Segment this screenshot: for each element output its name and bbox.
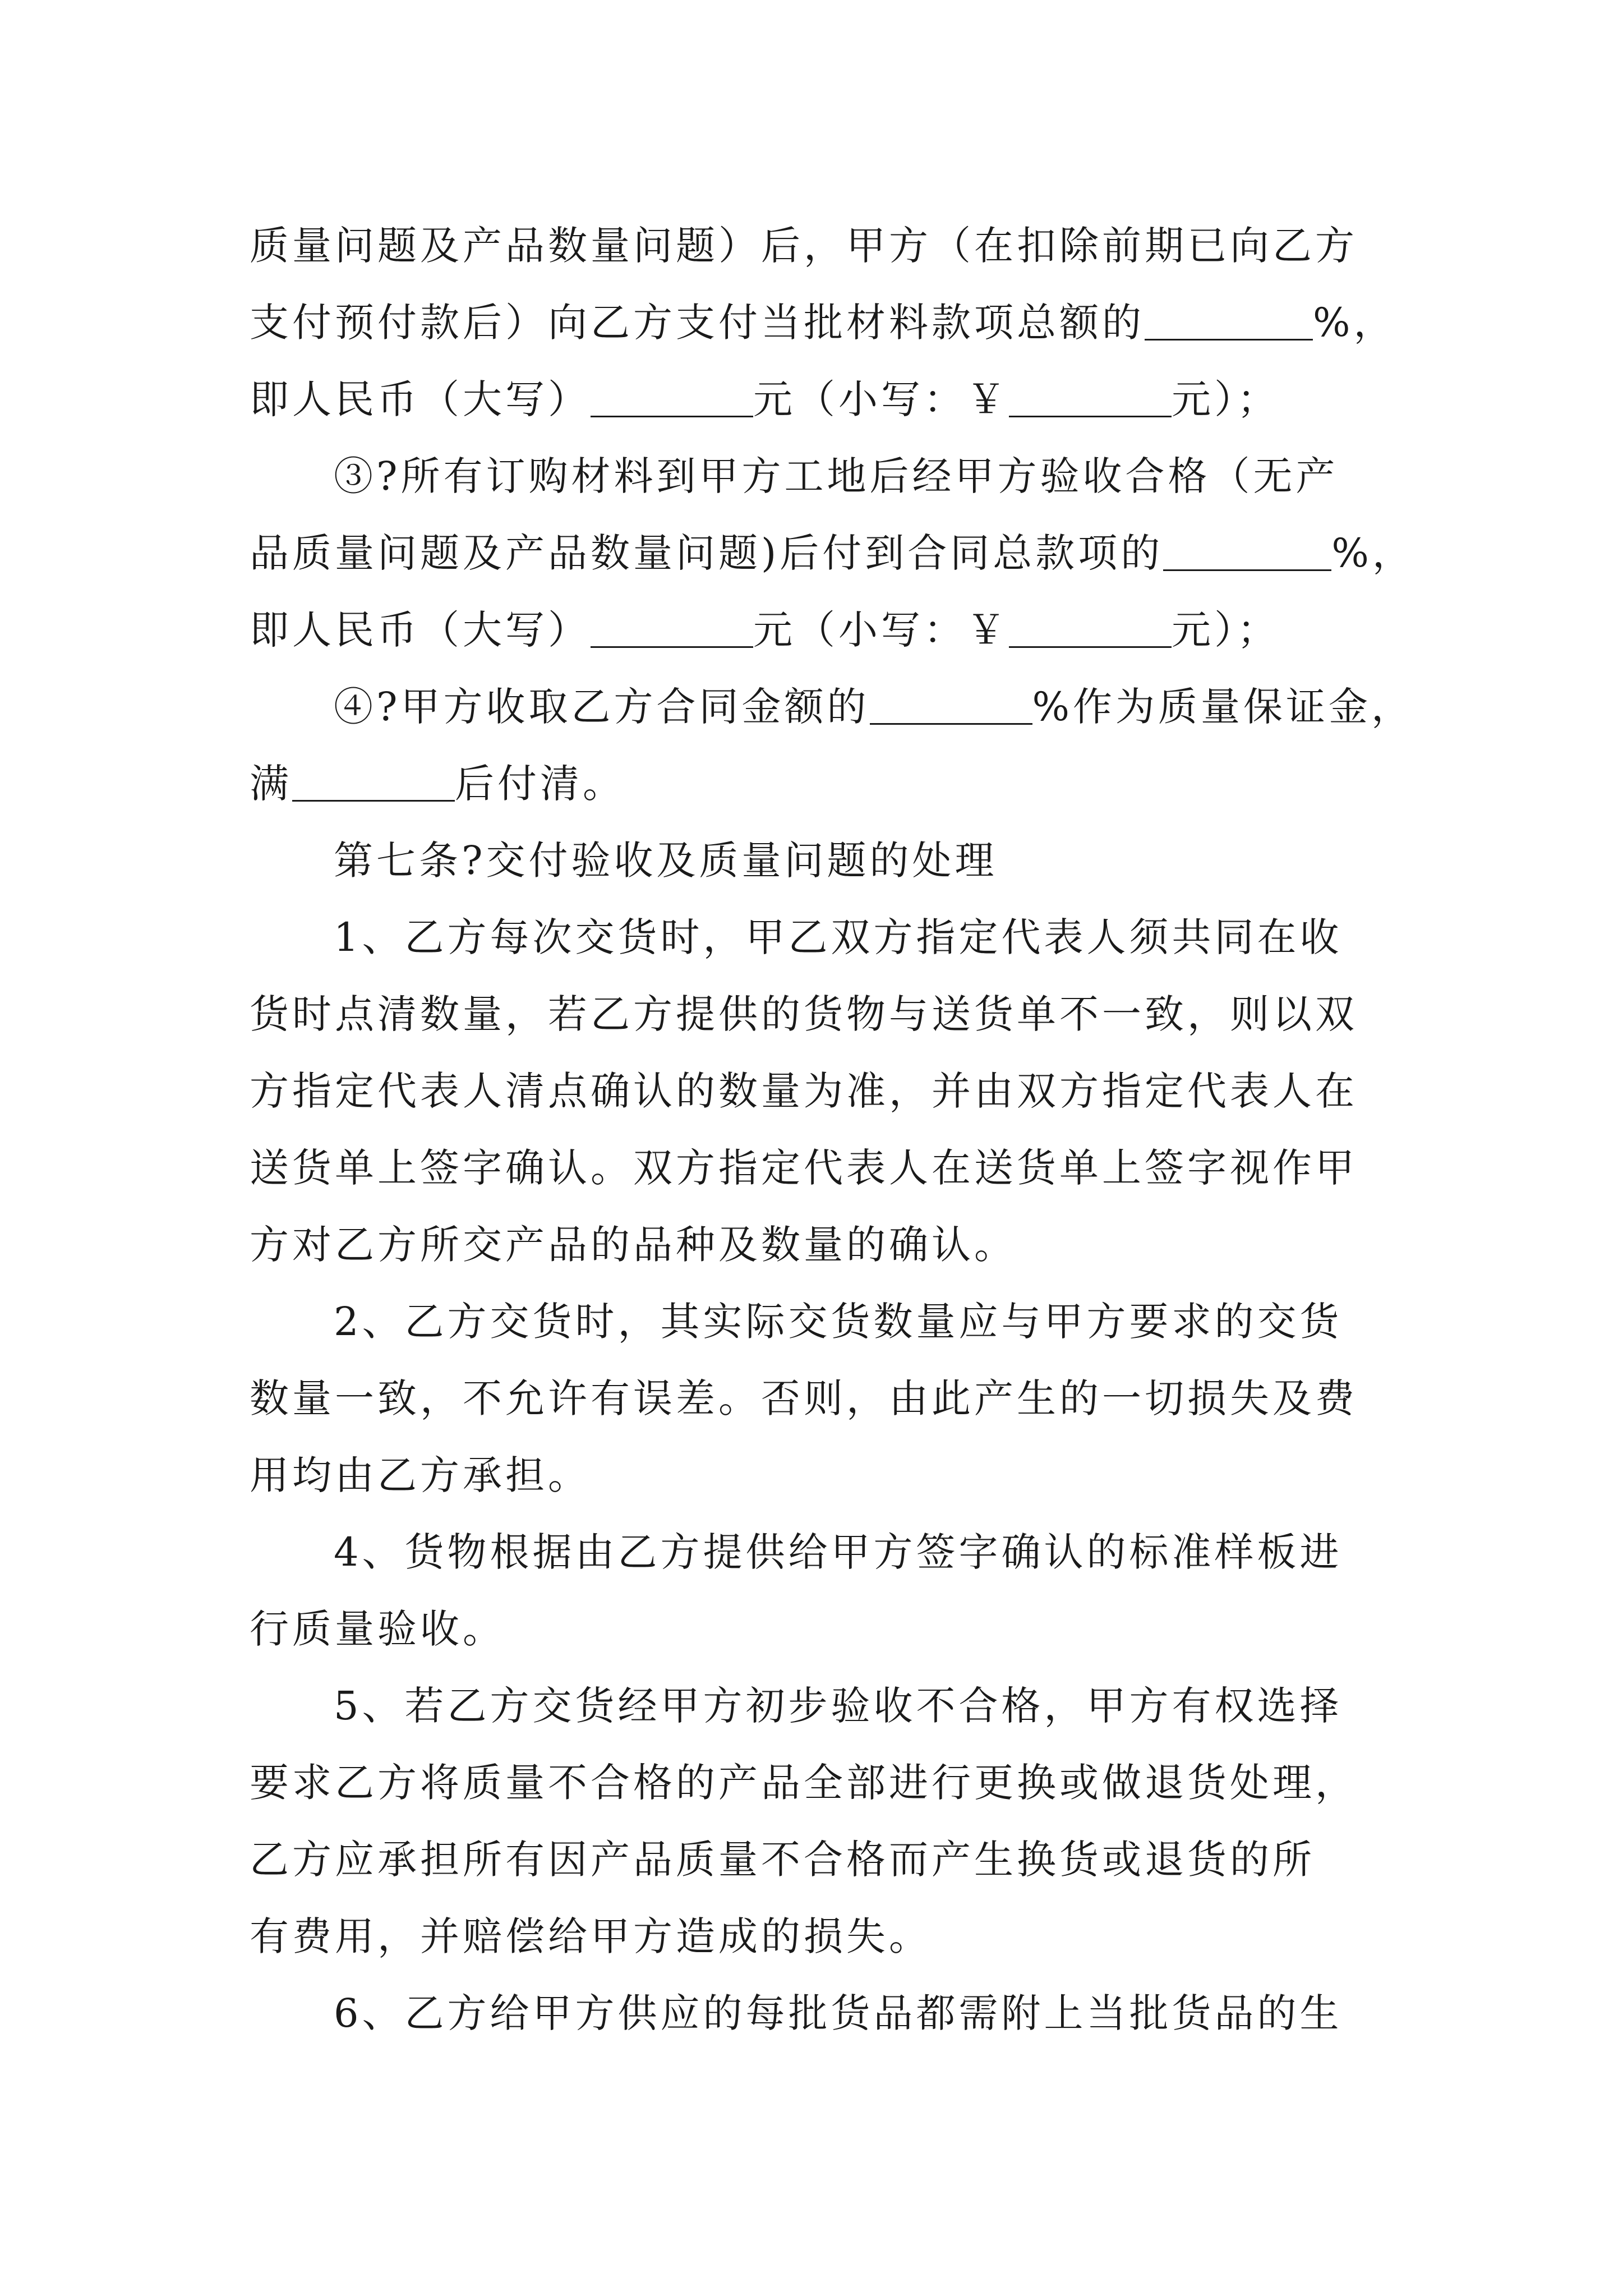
text-line xyxy=(250,1130,1394,1207)
text-segment: 要求乙方将质量不合格的产品全部进行更换或做退货处理， xyxy=(250,1760,1358,1806)
text-line xyxy=(250,438,1394,515)
fill-in-blank xyxy=(870,684,1032,725)
fill-in-blank xyxy=(1145,300,1313,341)
text-segment: 元（小写：￥ xyxy=(753,376,1009,422)
text-line xyxy=(250,899,1394,976)
text-segment: 乙方应承担所有因产品质量不合格而产生换货或退货的所 xyxy=(250,1837,1315,1883)
text-segment: 1、乙方每次交货时，甲乙双方指定代表人须共同在收 xyxy=(334,914,1343,960)
text-line xyxy=(250,284,1394,361)
text-segment: %， xyxy=(1331,530,1415,576)
text-segment: 送货单上签字确认。双方指定代表人在送货单上签字视作甲 xyxy=(250,1145,1358,1191)
fill-in-blank xyxy=(591,376,753,417)
text-segment: 货时点清数量，若乙方提供的货物与送货单不一致，则以双 xyxy=(250,991,1358,1037)
text-segment: 元）； xyxy=(1172,607,1280,653)
text-line xyxy=(250,1514,1394,1591)
text-line xyxy=(250,1207,1394,1283)
text-segment: 元（小写：￥ xyxy=(753,607,1009,653)
text-segment: %， xyxy=(1313,300,1396,346)
fill-in-blank xyxy=(591,607,753,648)
text-line xyxy=(250,1668,1394,1745)
text-segment: 支付预付款后）向乙方支付当批材料款项总额的 xyxy=(250,300,1145,346)
text-segment: 6、乙方给甲方供应的每批货品都需附上当批货品的生 xyxy=(334,1990,1343,2036)
text-segment: 即人民币（大写） xyxy=(250,607,591,653)
text-line xyxy=(250,515,1415,592)
text-segment: ④?甲方收取乙方合同金额的 xyxy=(334,684,870,730)
text-line xyxy=(250,1360,1394,1437)
text-segment: 有费用，并赔偿给甲方造成的损失。 xyxy=(250,1913,932,1959)
text-line xyxy=(250,1053,1394,1130)
section-heading xyxy=(250,822,1394,899)
text-segment: 5、若乙方交货经甲方初步验收不合格，甲方有权选择 xyxy=(334,1683,1343,1729)
text-line xyxy=(250,1437,1394,1514)
text-segment: 用均由乙方承担。 xyxy=(250,1452,591,1498)
text-segment: 满 xyxy=(250,761,292,807)
text-line xyxy=(250,1821,1394,1898)
text-line xyxy=(250,976,1394,1053)
text-line xyxy=(250,592,1394,669)
text-line xyxy=(250,669,1414,746)
fill-in-blank xyxy=(1009,607,1172,648)
fill-in-blank xyxy=(1009,376,1172,417)
text-segment: 2、乙方交货时，其实际交货数量应与甲方要求的交货 xyxy=(334,1299,1343,1345)
text-line xyxy=(250,1898,1394,1975)
text-line xyxy=(250,1283,1394,1360)
text-segment: %作为质量保证金， xyxy=(1032,684,1414,730)
text-line xyxy=(250,208,1394,284)
text-segment: 方指定代表人清点确认的数量为准，并由双方指定代表人在 xyxy=(250,1068,1358,1114)
text-segment: 方对乙方所交产品的品种及数量的确认。 xyxy=(250,1222,1017,1268)
text-segment: 即人民币（大写） xyxy=(250,376,591,422)
fill-in-blank xyxy=(1163,530,1331,571)
text-segment: 元）； xyxy=(1172,376,1280,422)
text-line xyxy=(250,1745,1394,1821)
text-segment: 数量一致，不允许有误差。否则，由此产生的一切损失及费 xyxy=(250,1375,1358,1421)
text-segment: 第七条?交付验收及质量问题的处理 xyxy=(334,838,998,884)
text-line xyxy=(250,1975,1394,2052)
text-segment: 后付清。 xyxy=(455,761,625,807)
text-line xyxy=(250,1591,1394,1668)
text-segment: ③?所有订购材料到甲方工地后经甲方验收合格（无产 xyxy=(334,453,1339,499)
fill-in-blank xyxy=(292,761,455,802)
text-segment: 质量问题及产品数量问题）后，甲方（在扣除前期已向乙方 xyxy=(250,223,1358,269)
text-line xyxy=(250,746,1394,822)
text-line xyxy=(250,361,1394,438)
text-segment: 行质量验收。 xyxy=(250,1606,505,1652)
text-segment: 品质量问题及产品数量问题)后付到合同总款项的 xyxy=(250,530,1164,576)
contract-text-body xyxy=(250,208,1415,2052)
text-segment: 4、货物根据由乙方提供给甲方签字确认的标准样板进 xyxy=(334,1529,1343,1575)
